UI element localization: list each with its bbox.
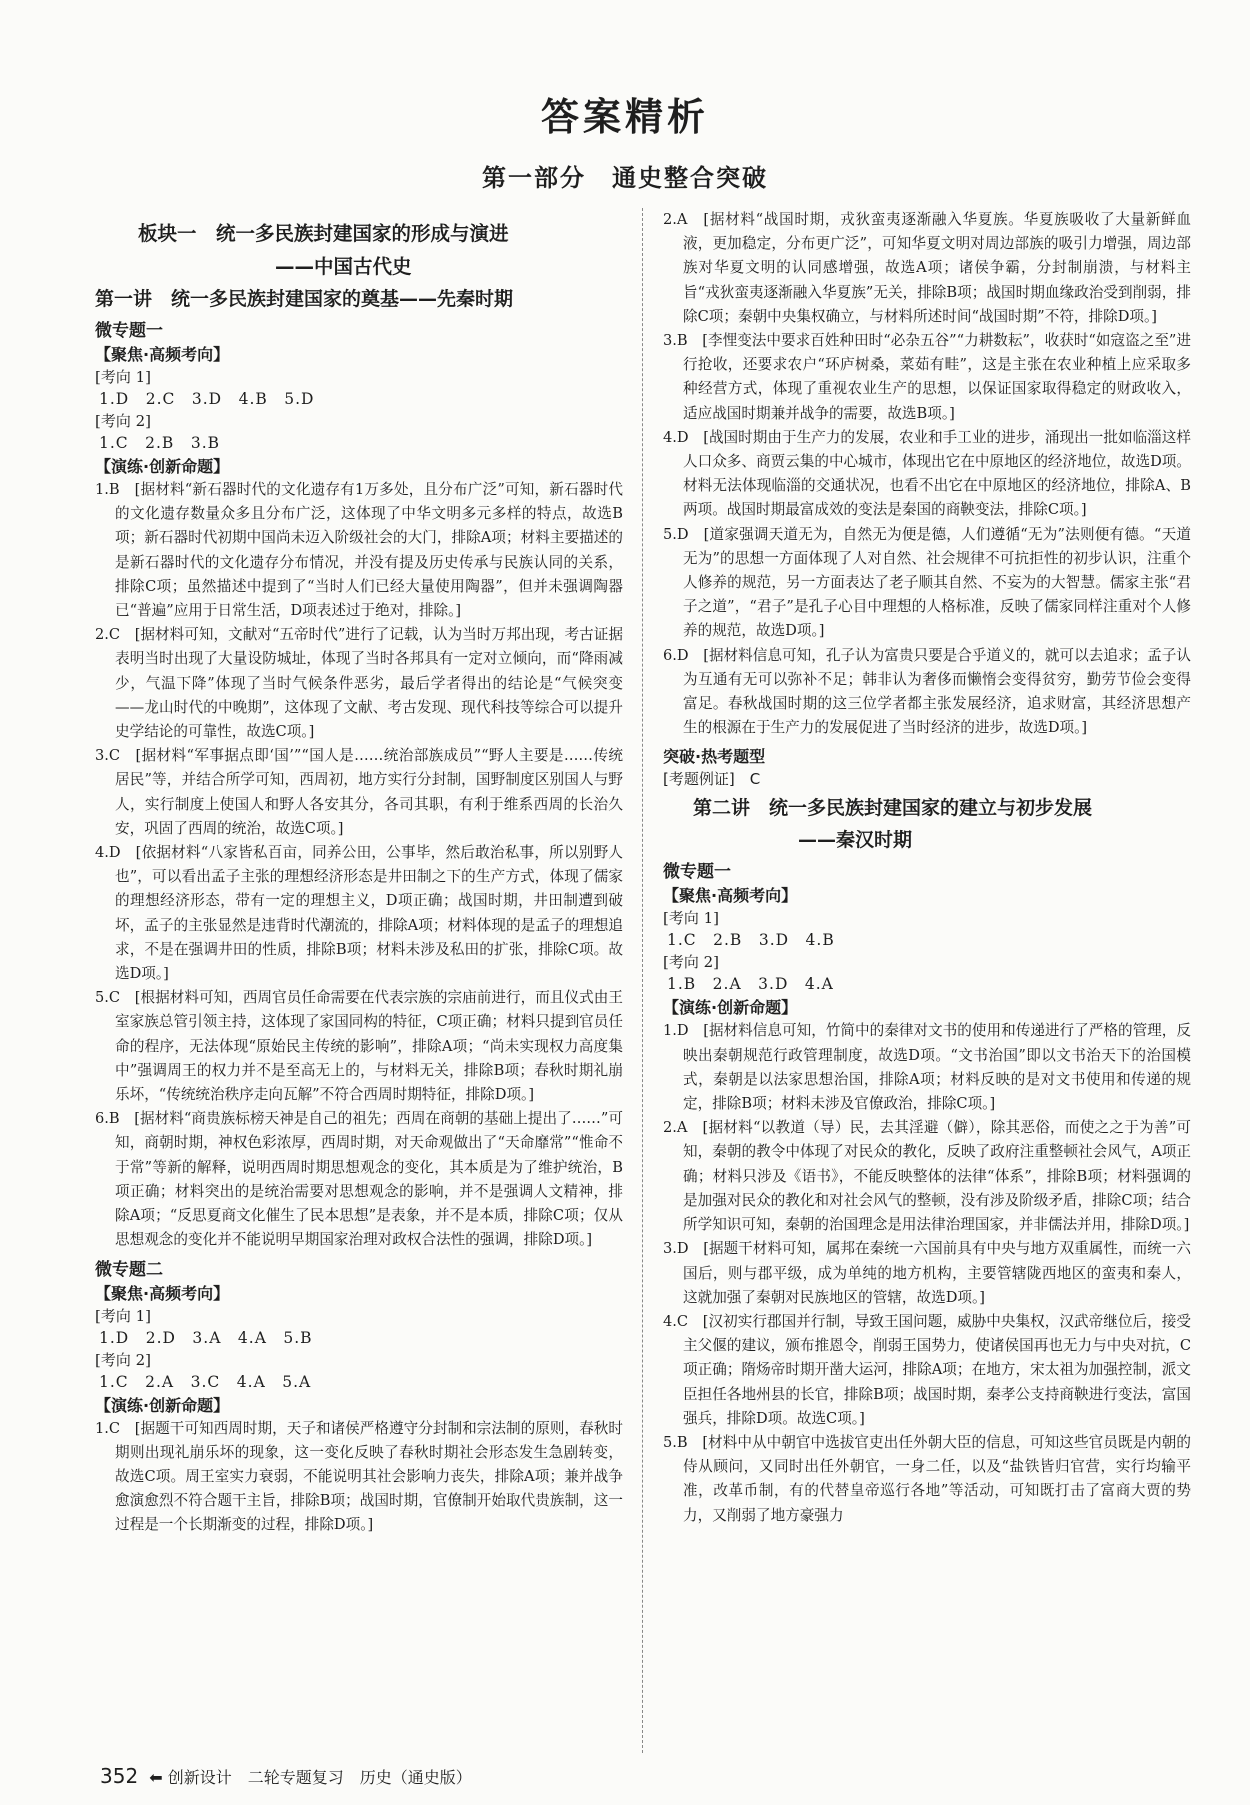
practice-heading: 【演练·创新命题】: [95, 1395, 230, 1415]
focus-heading: 【聚焦·高频考向】: [663, 886, 798, 906]
topic1-heading: 微专题一: [663, 862, 731, 883]
breakthrough-heading: 突破·热考题型: [663, 747, 766, 767]
practice-heading: 【演练·创新命题】: [95, 457, 230, 476]
direction2-label: [考向 2]: [95, 1350, 152, 1369]
book-title: 创新设计 二轮专题复习 历史（通史版）: [167, 1768, 472, 1787]
answer-item: 4.D [依据材料“八家皆私百亩，同养公田，公事毕，然后敢治私事，所以别野人也”，可以看出孟子主张的理想经济形态是井田制之下的生产方式，体现了儒家的理想经济形态，带有一定的理想主义，D项正确；战国时期，井田制遭到破坏，孟子的主张显然是违背时代潮流的，排除A项；材料体现的是孟子的理想追求，不是在强调井田的性质，排除B项；材料未涉及私田的扩张，排除C项。故选D项。]: [95, 844, 623, 983]
direction2-answers: 1.B 2.A 3.D 4.A: [667, 975, 834, 994]
part-title: 第一部分 通史整合突破: [482, 164, 768, 192]
answer-item: 6.D [据材料信息可知，孔子认为富贵只要是合乎道义的，就可以去追求；孟子认为互通有无可以弥补不足；韩非认为奢侈而懒惰会变得贫穷，勤劳节俭会变得富足。春秋战国时期的这三位学者都主张发展经济，追求财富，其经济思想产生的根源在于生产力的发展促进了当时经济的进步，故选D项。]: [663, 646, 1191, 737]
direction1-label: [考向 1]: [95, 1306, 152, 1325]
direction1-label: [考向 1]: [663, 909, 720, 928]
topic1-heading: 微专题一: [95, 321, 163, 341]
answer-item: 3.B [李悝变法中要求百姓种田时“必杂五谷”“力耕数耘”，收获时“如寇盗之至”进行抢收，还要求农户“环庐树桑，菜茹有畦”，这是主张在农业种植上应采取多种经营方式，体现了重视农业生产的思想，以保证国家取得稳定的财政收入，适应战国时期兼并战争的需要，故选B项。]: [663, 332, 1191, 422]
answer-item: 1.C [据题干可知西周时期，天子和诸侯严格遵守分封制和宗法制的原则，春秋时期则出现礼崩乐坏的现象，这一变化反映了春秋时期社会形态发生急剧转变，故选C项。周王室实力衰弱，不能说明其社会影响力丧失，排除A项；兼并战争愈演愈烈不符合题干主旨，排除B项；战国时期，官僚制开始取代贵族制，这一过程是一个长期渐变的过程，排除D项。]: [95, 1419, 623, 1534]
answer-item: 1.D [据材料信息可知，竹简中的秦律对文书的使用和传递进行了严格的管理，反映出秦朝规范行政管理制度，故选D项。“文书治国”即以文书治天下的治国模式，秦朝是以法家思想治国，排除A项；材料反映的是对文书使用和传递的规定，排除B项；材料未涉及官僚政治，排除C项。]: [663, 1022, 1191, 1113]
answer-item: 2.A [据材料“以教道（导）民，去其淫避（僻），除其恶俗，而使之之于为善”可知，秦朝的教令中体现了对民众的教化，反映了政府注重整顿社会风气，A项正确；材料只涉及《语书》，不能反映整体的法律“体系”，排除B项；材料强调的是加强对民众的教化和对社会风气的整顿，没有涉及阶级矛盾，排除C项；结合所学知识可知，秦朝的治国理念是用法律治理国家，并非儒法并用，排除D项。]: [663, 1119, 1191, 1234]
direction1-answers: 1.C 2.B 3.D 4.B: [667, 931, 835, 950]
answer-item: 6.B [据材料“商贵族标榜天神是自己的祖先；西周在商朝的基础上提出了……”可知，商朝时期，神权色彩浓厚，西周时期，对天命观做出了“天命靡常”“惟命不于常”等新的解释，说明西周时期思想观念的变化，其本质是为了维护统治，B项正确；材料突出的是统治需要对思想观念的影响，并不是强调人文精神，排除A项；“反思夏商文化催生了民本思想”是表象，并不是本质，排除C项；仅从思想观念的变化并不能说明早期国家治理对政权合法性的强调，排除D项。]: [95, 1110, 623, 1249]
answer-item: 5.C [根据材料可知，西周官员任命需要在代表宗族的宗庙前进行，而且仪式由王室家族总管引领主持，这体现了家国同构的特征，C项正确；材料只提到官员任命的程序，无法体现“原始民主传统的影响”，排除A项；“尚未实现权力高度集中”强调周王的权力并不是至高无上的，与材料无关，排除B项；春秋时期礼崩乐坏，“传统统治秩序走向瓦解”不符合西周时期特征，排除D项。]: [95, 989, 623, 1104]
left-column: [95, 218, 623, 1538]
lecture2-subtitle: ——秦汉时期: [798, 829, 913, 852]
direction2-label: [考向 2]: [95, 412, 152, 430]
answer-item: 2.A [据材料“战国时期，戎狄蛮夷逐渐融入华夏族。华夏族吸收了大量新鲜血液，更加稳定，分布更广泛”，可知华夏文明对周边部族的吸引力增强，周边部族对华夏文明的认同感增强，故选A项；诸侯争霸，分封制崩溃，与材料主旨“戎狄蛮夷逐渐融入华夏族”无关，排除B项；战国时期血缘政治受到削弱，排除C项；秦朝中央集权确立，与材料所述时间“战国时期”不符，排除D项。]: [663, 211, 1191, 325]
example-answer: [考题例证] C: [663, 770, 761, 789]
direction1-answers: 1.D 2.D 3.A 4.A 5.B: [99, 1328, 313, 1347]
block-title: 板块一 统一多民族封建国家的形成与演进: [138, 222, 509, 245]
column-divider: [642, 208, 643, 1753]
page-title: 答案精析: [540, 95, 709, 139]
right-column: [663, 208, 1191, 1528]
page-number: 352: [100, 1764, 139, 1788]
block-subtitle: ——中国古代史: [275, 255, 412, 278]
topic2-heading: 微专题二: [95, 1259, 163, 1280]
direction1-answers: 1.D 2.C 3.D 4.B 5.D: [99, 390, 315, 408]
direction1-label: [考向 1]: [95, 368, 152, 386]
page-footer: [100, 1764, 472, 1788]
lecture2-title: 第二讲 统一多民族封建国家的建立与初步发展: [693, 797, 1093, 820]
answer-item: 1.B [据材料“新石器时代的文化遗存有1万多处，且分布广泛”可知，新石器时代的文化遗存数量众多且分布广泛，这体现了中华文明多元多样的特点，故选B项；新石器时代初期中国尚未迈入阶级社会的大门，排除A项；材料主要描述的是新石器时代的文化遗存分布情况，并没有提及历史传承与民族认同的关系，排除C项；虽然描述中提到了“当时人们已经大量使用陶器”，但并未强调陶器已“普遍”应用于日常生活，D项表述过于绝对，排除。]: [95, 481, 623, 620]
practice-heading: 【演练·创新命题】: [663, 998, 798, 1018]
answer-item: 2.C [据材料可知，文献对“五帝时代”进行了记载，认为当时万邦出现，考古证据表明当时出现了大量设防城址，体现了当时各邦具有一定对立倾向，而“降雨减少，气温下降”体现了当时气候条件恶劣，最后学者得出的结论是“气候突变——龙山时代的中晚期”，这体现了文献、考古发现、现代科技等综合可以提升史学结论的可靠性，故选C项。]: [95, 626, 623, 741]
answer-item: 5.D [道家强调天道无为，自然无为便是德，人们遵循“无为”法则便有德。“天道无为”的思想一方面体现了人对自然、社会规律不可抗拒性的初步认识，注重个人修养的规范，另一方面表达了老子顺其自然、不妄为的大智慧。儒家主张“君子之道”，“君子”是孔子心目中理想的人格标准，反映了儒家同样注重对个人修养的规范，故选D项。]: [663, 525, 1191, 640]
focus-heading: 【聚焦·高频考向】: [95, 1283, 230, 1303]
answer-item: 4.D [战国时期由于生产力的发展，农业和手工业的进步，涌现出一批如临淄这样人口众多、商贾云集的中心城市，体现出它在中原地区的经济地位，故选D项。材料无法体现临淄的交通状况，也看不出它在中原地区的经济地位，排除A、B两项。战国时期最富成效的变法是秦国的商鞅变法，排除C项。]: [663, 428, 1191, 519]
focus-heading: 【聚焦·高频考向】: [95, 345, 230, 364]
answer-item: 3.C [据材料“军事据点即‘国’”“国人是……统治部族成员”“野人主要是……传统居民”等，并结合所学可知，西周初，地方实行分封制，国野制度区别国人与野人，实行制度上使国人和野人各安其分，各司其职，有利于维系西周的长治久安，巩固了西周的统治，故选C项。]: [95, 747, 623, 837]
answer-item: 3.D [据题干材料可知，属邦在秦统一六国前具有中央与地方双重属性，而统一六国后，则与郡平级，成为单纯的地方机构，主要管辖陇西地区的蛮夷和秦人，这就加强了秦朝对民族地区的管辖，故选D项。]: [663, 1240, 1191, 1306]
direction2-label: [考向 2]: [663, 953, 720, 972]
lecture1-title: 第一讲 统一多民族封建国家的奠基——先秦时期: [95, 288, 514, 310]
answer-item: 5.B [材料中从中朝官中选拔官吏出任外朝大臣的信息，可知这些官员既是内朝的侍从顾问，又同时出任外朝官，一身二任，以及“盐铁皆归官营，实行均输平准，改革币制，有的代替皇帝巡行各地”等活动，可知既打击了富商大贾的势力，又削弱了地方豪强力: [663, 1433, 1191, 1524]
arrow-left-icon: ⬅: [149, 1768, 163, 1787]
direction2-answers: 1.C 2.B 3.B: [99, 434, 221, 452]
answer-item: 4.C [汉初实行郡国并行制，导致王国问题，威胁中央集权，汉武帝继位后，接受主父偃的建议，颁布推恩令，削弱王国势力，使诸侯国再也无力与中央对抗，C项正确；隋炀帝时期开凿大运河，排除A项；在地方，宋太祖为加强控制，派文臣担任各地州县的长官，排除B项；战国时期，秦孝公支持商鞅进行变法，富国强兵，排除D项。故选C项。]: [663, 1312, 1191, 1427]
direction2-answers: 1.C 2.A 3.C 4.A 5.A: [99, 1372, 312, 1391]
